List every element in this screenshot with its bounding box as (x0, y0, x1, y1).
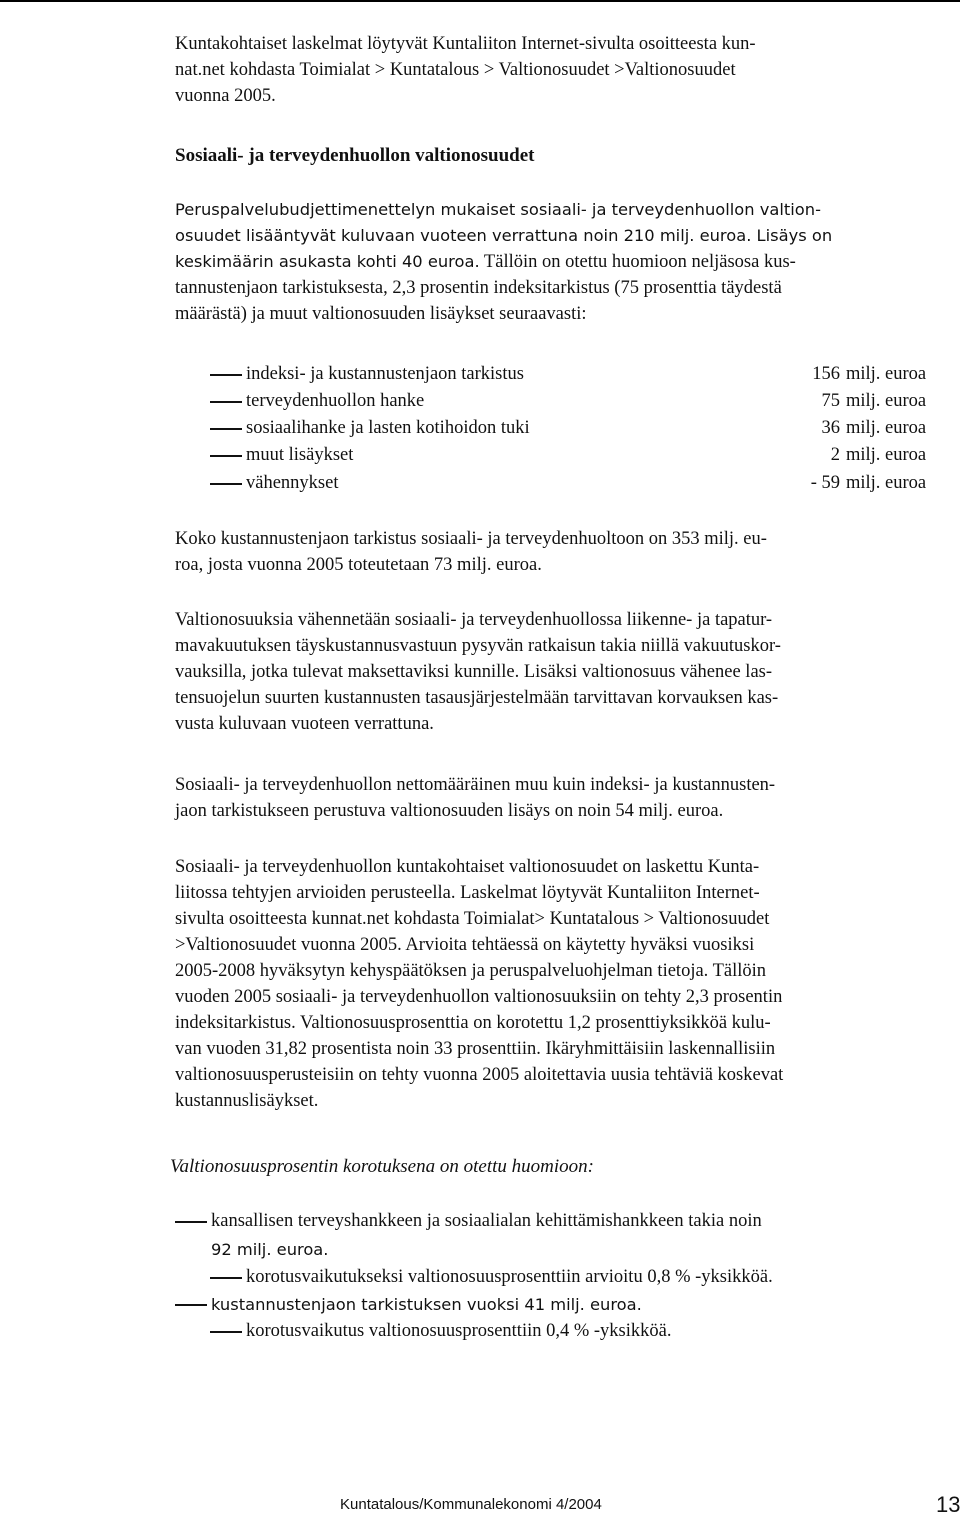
para1-line: keskimäärin asukasta kohti 40 euroa. (175, 252, 480, 271)
para1-line: määrästä) ja muut valtionosuuden lisäykset seuraavasti: (175, 304, 587, 324)
para3-line: mavakuutuksen täyskustannusvastuun pysyvän ratkaisun takia niillä vakuutuskor- (175, 636, 781, 656)
intro-line: Kuntakohtaiset laskelmat löytyvät Kuntaliiton Internet-sivulta osoitteesta kun- (175, 34, 756, 54)
para5-line: >Valtionosuudet vuonna 2005. Arvioita tehtäessä on käytetty hyväksi vuosiksi (175, 935, 755, 955)
para1-line: osuudet lisääntyvät kuluvaan vuoteen verrattuna noin 210 milj. euroa. Lisäys on (175, 226, 833, 245)
para1-tail: Tällöin on otettu huomioon neljäsosa kus- (479, 252, 796, 272)
sub-bullet-text: korotusvaikutus valtionosuusprosenttiin 0,4 % -yksikköä. (246, 1321, 672, 1341)
para5-line: indeksitarkistus. Valtionosuusprosenttia on korotettu 1,2 prosenttiyksikköä kulu- (175, 1013, 771, 1033)
para4-line: jaon tarkistukseen perustuva valtionosuuden lisäys on noin 54 milj. euroa. (175, 801, 724, 821)
para3-line: Valtionosuuksia vähennetään sosiaali- ja terveydenhuollossa liikenne- ja tapatur- (175, 610, 773, 630)
para5-line: 2005-2008 hyväksytyn kehyspäätöksen ja peruspalveluohjelman tietoja. Tällöin (175, 961, 767, 981)
top-rule (0, 0, 960, 2)
para1-line: Peruspalvelubudjettimenettelyn mukaiset sosiaali- ja terveydenhuollon valtion- (175, 200, 821, 219)
item-label: terveydenhuollon hanke (246, 391, 425, 411)
bullet-text: kansallisen terveyshankkeen ja sosiaalialan kehittämishankkeen takia noin (211, 1211, 762, 1231)
section-heading: Sosiaali- ja terveydenhuollon valtionosuudet (175, 145, 535, 166)
para5-line: liitossa tehtyjen arvioiden perusteella. Laskelmat löytyvät Kuntaliiton Internet- (175, 883, 760, 903)
para4-line: Sosiaali- ja terveydenhuollon nettomääräinen muu kuin indeksi- ja kustannusten- (175, 775, 776, 795)
item-label: muut lisäykset (246, 445, 354, 465)
para3-line: vusta kuluvaan vuoteen verrattuna. (175, 714, 434, 734)
paragraph-1 (175, 197, 955, 327)
para5-line: vuoden 2005 sosiaali- ja terveydenhuollon valtionosuuksiin on tehty 2,3 prosentin (175, 987, 783, 1007)
intro-line: nat.net kohdasta Toimialat > Kuntatalous > Valtionosuudet >Valtionosuudet (175, 60, 736, 80)
dash-bullet (175, 1221, 207, 1223)
item-amount: 75 (821, 391, 840, 411)
item-unit: milj. euroa (846, 364, 927, 384)
item-label: indeksi- ja kustannustenjaon tarkistus (246, 364, 524, 384)
dash-bullet (210, 401, 242, 403)
para1-line: tannustenjaon tarkistuksesta, 2,3 prosentin indeksitarkistus (75 prosenttia täydestä (175, 278, 782, 298)
sub-bullet-text: korotusvaikutukseksi valtionosuusprosenttiin arvioitu 0,8 % -yksikköä. (246, 1267, 773, 1287)
item-amount: - 59 (810, 473, 840, 493)
para5-line: van vuoden 31,82 prosentista noin 33 prosenttiin. Ikäryhmittäisiin laskennallisiin (175, 1039, 776, 1059)
item-unit: milj. euroa (846, 391, 927, 411)
dash-bullet (210, 1331, 242, 1333)
dash-bullet (210, 483, 242, 485)
paragraph-5 (175, 854, 955, 1114)
paragraph-3 (175, 607, 955, 737)
list-item (210, 415, 930, 442)
item-unit: milj. euroa (846, 473, 927, 493)
dash-bullet (210, 1277, 242, 1279)
para3-line: tensuojelun suurten kustannusten tasausjärjestelmään tarvittavan korvauksen kas- (175, 688, 779, 708)
list-item (210, 470, 930, 497)
item-unit: milj. euroa (846, 445, 927, 465)
bullet-item-1 (175, 1208, 935, 1262)
sub-bullet-item-2 (210, 1318, 930, 1345)
para5-line: kustannuslisäykset. (175, 1091, 319, 1111)
item-label: vähennykset (246, 473, 339, 493)
list-item (210, 442, 930, 469)
para3-line: vauksilla, jotka tulevat maksettaviksi kunnille. Lisäksi valtionosuus vähenee las- (175, 662, 773, 682)
subheading: Valtionosuusprosentin korotuksena on otettu huomioon: (170, 1156, 594, 1177)
item-amount: 156 (812, 364, 840, 384)
item-label: sosiaalihanke ja lasten kotihoidon tuki (246, 418, 530, 438)
bullet-item-2 (175, 1291, 935, 1318)
para5-line: Sosiaali- ja terveydenhuollon kuntakohtaiset valtionosuudet on laskettu Kunta- (175, 857, 760, 877)
dash-bullet (210, 374, 242, 376)
sub-bullet-item-1 (210, 1264, 930, 1291)
bullet-text: kustannustenjaon tarkistuksen vuoksi 41 milj. euroa. (211, 1295, 642, 1314)
paragraph-2 (175, 526, 955, 578)
item-amount: 2 (830, 445, 840, 465)
item-amount: 36 (821, 418, 840, 438)
list-item (210, 361, 930, 388)
dash-bullet (175, 1304, 207, 1306)
footer-publication: Kuntatalous/Kommunalekonomi 4/2004 (340, 1496, 602, 1513)
dash-bullet (210, 428, 242, 430)
paragraph-4 (175, 772, 955, 824)
dash-bullet (210, 455, 242, 457)
list-item (210, 388, 930, 415)
item-unit: milj. euroa (846, 418, 927, 438)
para2-line: Koko kustannustenjaon tarkistus sosiaali- ja terveydenhuoltoon on 353 milj. eu- (175, 529, 767, 549)
intro-paragraph (175, 31, 955, 109)
para5-line: valtionosuusperusteisiin on tehty vuonna 2005 aloitettavia uusia tehtäviä koskevat (175, 1065, 784, 1085)
bullet-text: 92 milj. euroa. (211, 1240, 329, 1259)
intro-line: vuonna 2005. (175, 86, 276, 106)
para5-line: sivulta osoitteesta kunnat.net kohdasta Toimialat> Kuntatalous > Valtionosuudet (175, 909, 770, 929)
para2-line: roa, josta vuonna 2005 toteutetaan 73 milj. euroa. (175, 555, 542, 575)
page-number: 13 (936, 1492, 960, 1517)
